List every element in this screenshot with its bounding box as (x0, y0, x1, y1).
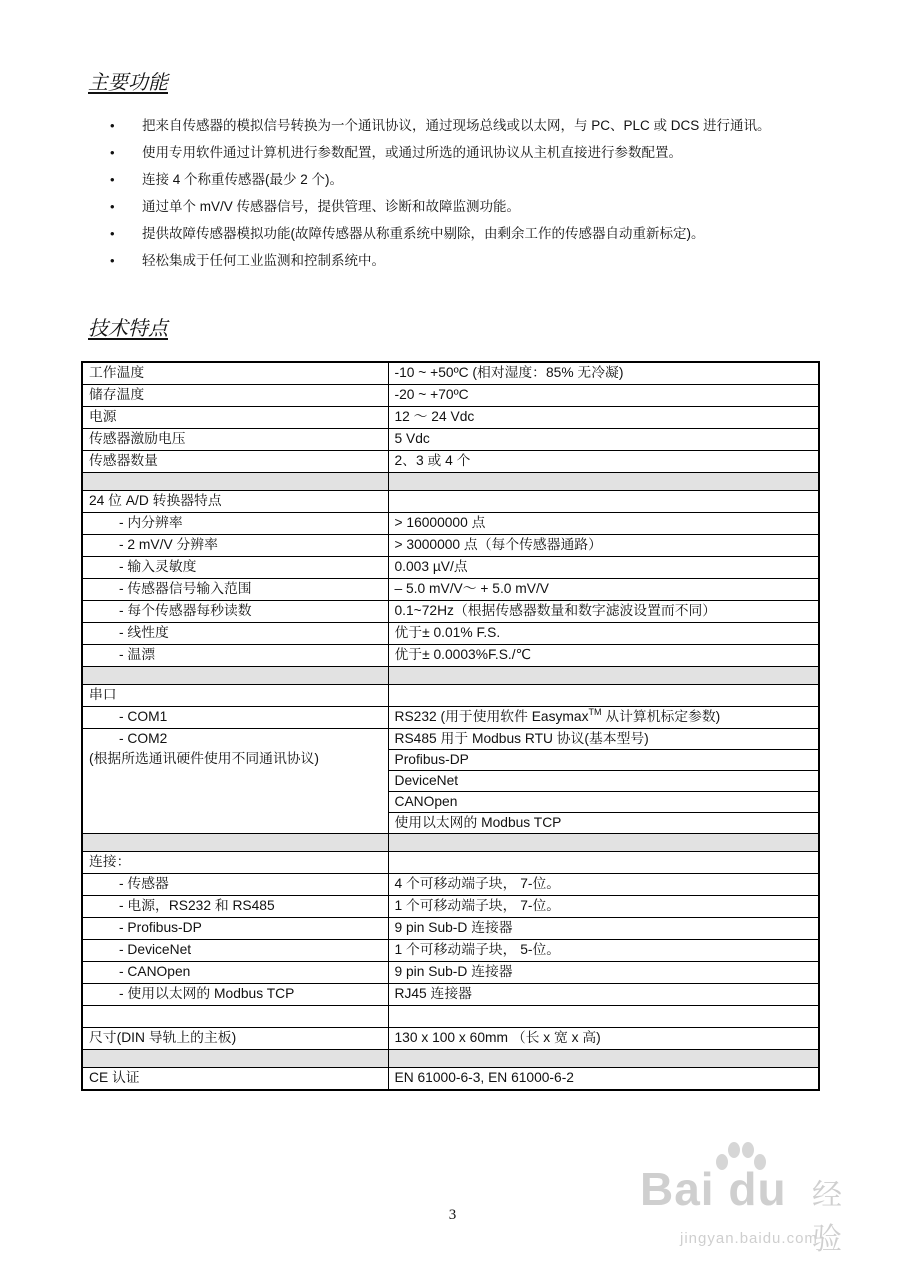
spec-value: 0.003 µV/点 (388, 557, 819, 579)
spec-value: Profibus-DP (389, 749, 819, 770)
spec-label: 传感器数量 (82, 451, 388, 473)
spec-label: 电源 (82, 407, 388, 429)
com2-label-cell (82, 729, 388, 834)
feature-list (110, 116, 825, 278)
table-row (82, 601, 819, 623)
watermark-url: jingyan.baidu.com (680, 1230, 818, 1247)
spec-value: RJ45 连接器 (388, 984, 819, 1006)
table-row (82, 429, 819, 451)
table-spacer-row (82, 473, 819, 491)
spec-label: - CANOpen (82, 962, 388, 984)
spec-value: 9 pin Sub-D 连接器 (388, 962, 819, 984)
spec-label: - DeviceNet (82, 940, 388, 962)
spec-table (81, 361, 820, 1091)
watermark-brand: Bai du (640, 1163, 787, 1215)
spec-label: - 线性度 (82, 623, 388, 645)
list-item: • 通过单个 mV/V 传感器信号，提供管理、诊断和故障监测功能。 (110, 197, 825, 217)
spec-value: 0.1~72Hz（根据传感器数量和数字滤波设置而不同） (388, 601, 819, 623)
table-spacer-row (82, 1050, 819, 1068)
list-item: • 提供故障传感器模拟功能(故障传感器从称重系统中剔除，由剩余工作的传感器自动重新标定)。 (110, 224, 825, 244)
spec-label: - 内分辨率 (82, 513, 388, 535)
spec-value: RS485 用于 Modbus RTU 协议(基本型号) (394, 731, 649, 746)
page-number: 3 (448, 1207, 457, 1223)
trademark-mark: TM (588, 707, 602, 717)
table-row (82, 451, 819, 473)
spec-label: - 使用以太网的 Modbus TCP (82, 984, 388, 1006)
spec-label: CE 认证 (82, 1068, 388, 1091)
table-row (82, 707, 819, 729)
table-row (82, 645, 819, 667)
table-spacer-row (82, 667, 819, 685)
table-row (82, 984, 819, 1006)
table-row (82, 362, 819, 385)
spec-value: EN 61000-6-3, EN 61000-6-2 (388, 1068, 819, 1091)
spec-label: - 传感器 (82, 874, 388, 896)
table-row (82, 579, 819, 601)
spec-label: 尺寸(DIN 导轨上的主板) (82, 1028, 388, 1050)
spec-value: 12 ～ 24 Vdc (388, 407, 819, 429)
table-row (82, 385, 819, 407)
spec-value: 4 个可移动端子块， 7-位。 (388, 874, 819, 896)
spec-value: > 16000000 点 (388, 513, 819, 535)
watermark-brand-cn: 经验 (812, 1178, 842, 1257)
table-spacer-row (82, 834, 819, 852)
spec-value: 优于± 0.0003%F.S./℃ (388, 645, 819, 667)
watermark (640, 1140, 870, 1270)
spec-value: 使用以太网的 Modbus TCP (389, 812, 819, 833)
list-item: • 连接 4 个称重传感器(最少 2 个)。 (110, 170, 825, 190)
spec-label: - 2 mV/V 分辨率 (82, 535, 388, 557)
table-row (82, 918, 819, 940)
spec-label: - 电源，RS232 和 RS485 (82, 896, 388, 918)
list-item: • 轻松集成于任何工业监测和控制系统中。 (110, 251, 825, 271)
spec-label: - 温漂 (82, 645, 388, 667)
table-row (82, 852, 819, 874)
spec-label: - Profibus-DP (82, 918, 388, 940)
spec-value: 1 个可移动端子块， 5-位。 (388, 940, 819, 962)
table-row (82, 557, 819, 579)
table-row (82, 896, 819, 918)
spec-label: - 输入灵敏度 (82, 557, 388, 579)
table-row (82, 1006, 819, 1028)
table-row (82, 685, 819, 707)
table-row (82, 940, 819, 962)
heading-main-features: 主要功能 (88, 70, 168, 94)
com2-note: (根据所选通讯硬件使用不同通讯协议) (89, 751, 319, 766)
heading-tech-specs: 技术特点 (88, 316, 168, 340)
spec-label: 传感器激励电压 (82, 429, 388, 451)
section-title-connections: 连接： (82, 852, 388, 874)
table-row (82, 874, 819, 896)
spec-value: -10 ~ +50ºC (相对湿度：85% 无冷凝) (388, 362, 819, 385)
spec-value: – 5.0 mV/V～ + 5.0 mV/V (388, 579, 819, 601)
spec-value: -20 ~ +70ºC (388, 385, 819, 407)
spec-value: 1 个可移动端子块， 7-位。 (388, 896, 819, 918)
spec-label: - COM1 (82, 707, 388, 729)
table-row (82, 729, 819, 834)
table-row (82, 962, 819, 984)
table-row (82, 623, 819, 645)
list-item: • 把来自传感器的模拟信号转换为一个通讯协议，通过现场总线或以太网，与 PC、PLC 或 DCS 进行通讯。 (110, 116, 825, 136)
spec-value: CANOpen (389, 791, 819, 812)
spec-label: - 传感器信号输入范围 (82, 579, 388, 601)
spec-value: 5 Vdc (388, 429, 819, 451)
list-item: • 使用专用软件通过计算机进行参数配置，或通过所选的通讯协议从主机直接进行参数配置。 (110, 143, 825, 163)
spec-value: > 3000000 点（每个传感器通路） (388, 535, 819, 557)
spec-label: - COM2 (119, 731, 168, 746)
spec-value: 2、3 或 4 个 (388, 451, 819, 473)
section-title-adc: 24 位 A/D 转换器特点 (82, 491, 388, 513)
spec-value: 优于± 0.01% F.S. (388, 623, 819, 645)
com2-values-cell (388, 729, 819, 834)
spec-value: DeviceNet (389, 770, 819, 791)
table-row (82, 407, 819, 429)
table-row (82, 513, 819, 535)
spec-value: 9 pin Sub-D 连接器 (388, 918, 819, 940)
table-row (82, 491, 819, 513)
spec-label: - 每个传感器每秒读数 (82, 601, 388, 623)
table-row (82, 1028, 819, 1050)
table-row (82, 535, 819, 557)
spec-value: RS232 (用于使用软件 Easymax™ 从计算机标定参数) (388, 707, 819, 729)
section-title-serial: 串口 (82, 685, 388, 707)
spec-value: 130 x 100 x 60mm （长 x 宽 x 高) (388, 1028, 819, 1050)
table-row (82, 1068, 819, 1091)
spec-label: 储存温度 (82, 385, 388, 407)
spec-label: 工作温度 (82, 362, 388, 385)
